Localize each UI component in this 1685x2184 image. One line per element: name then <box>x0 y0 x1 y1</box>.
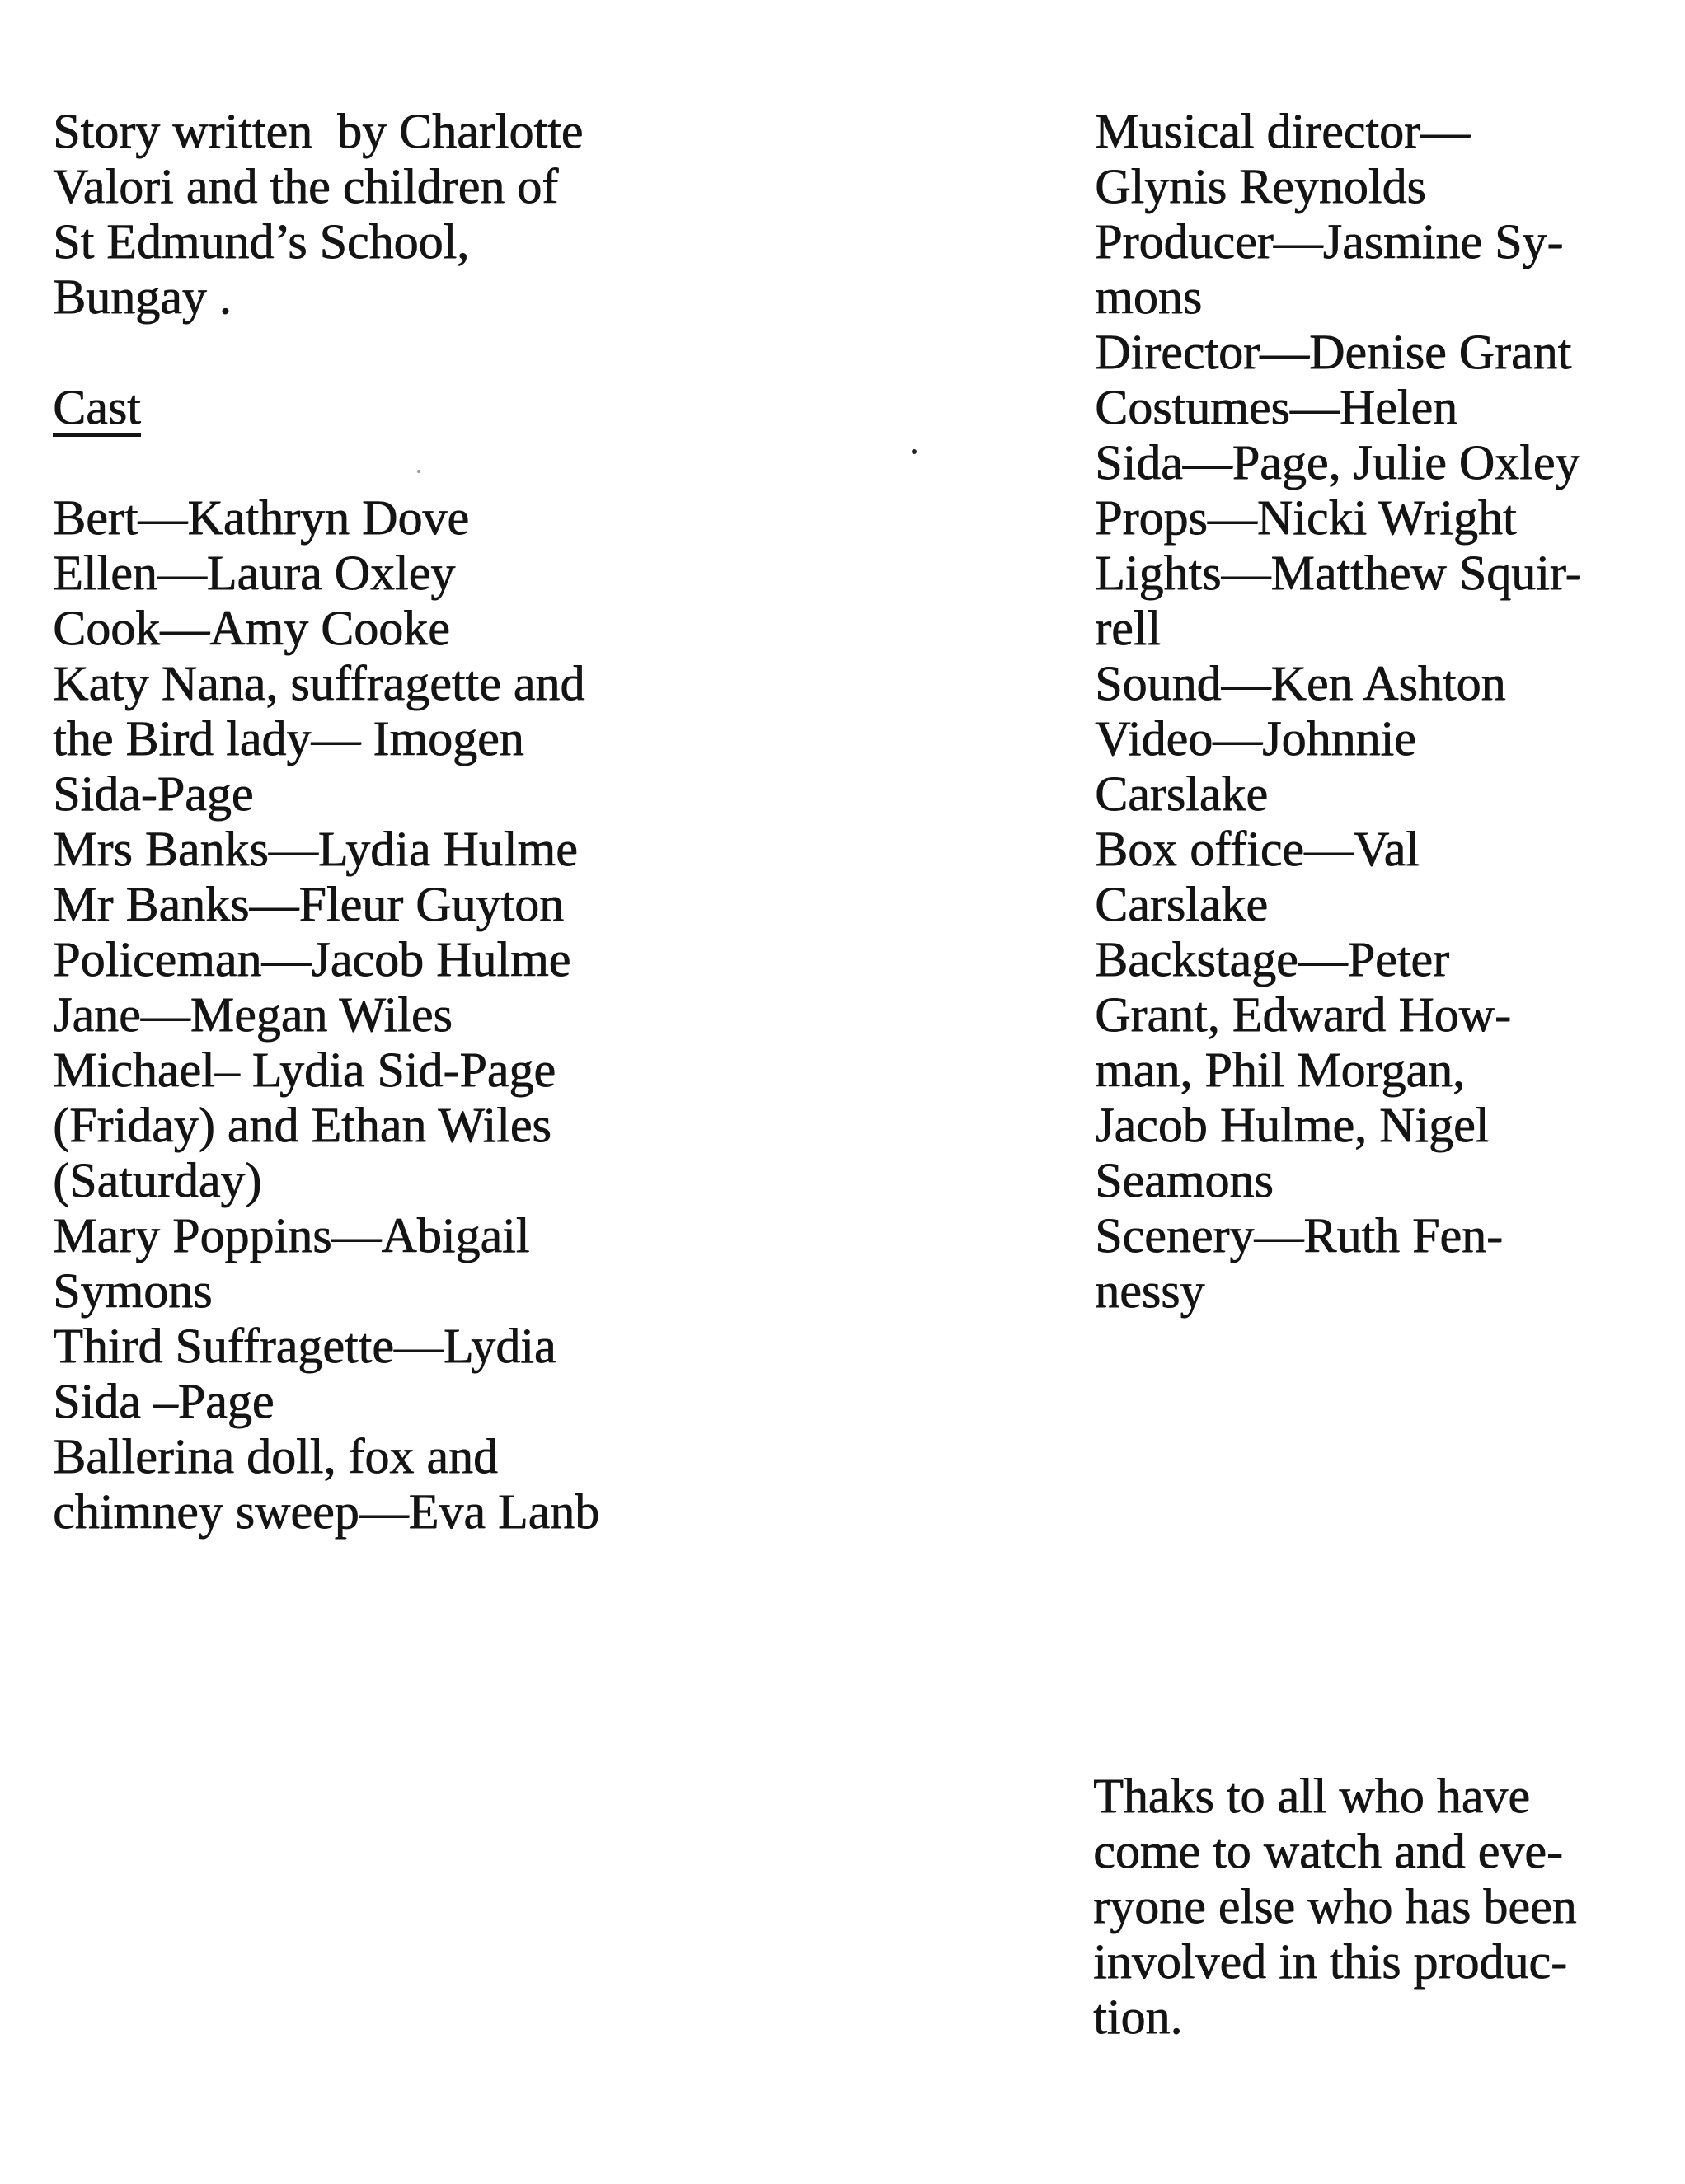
cast-line: Katy Nana, suffragette and <box>53 656 585 710</box>
intro-line: Bungay . <box>53 269 232 324</box>
cast-line: chimney sweep—Eva Lanb <box>53 1484 600 1539</box>
cast-line: Mrs Banks—Lydia Hulme <box>53 822 578 876</box>
scan-speck <box>912 449 917 454</box>
credit-line: Carslake <box>1095 877 1268 931</box>
credit-line: man, Phil Morgan, <box>1095 1043 1465 1097</box>
cast-line: Sida-Page <box>53 766 254 821</box>
intro-line: Story written by Charlotte <box>53 104 584 158</box>
credit-line: Box office—Val <box>1095 822 1420 876</box>
thanks-line: ryone else who has been <box>1093 1879 1577 1933</box>
left-column <box>53 104 762 1540</box>
thanks-line: tion. <box>1093 1990 1183 2044</box>
thanks-paragraph <box>1093 1769 1662 2045</box>
cast-heading-text: Cast <box>53 384 141 437</box>
credit-line: Producer—Jasmine Sy- <box>1095 214 1564 269</box>
credit-line: mons <box>1095 269 1203 324</box>
credit-line: Props—Nicki Wright <box>1095 490 1517 545</box>
credit-line: Backstage—Peter <box>1095 932 1449 987</box>
credit-line: Musical director— <box>1095 104 1470 158</box>
credit-line: Director—Denise Grant <box>1095 325 1572 379</box>
credit-line: Sound—Ken Ashton <box>1095 656 1506 710</box>
thanks-line: involved in this produc- <box>1093 1934 1567 1989</box>
cast-line: Cook—Amy Cooke <box>53 601 450 655</box>
credit-line: Sida—Page, Julie Oxley <box>1095 435 1580 490</box>
cast-line: Symons <box>53 1263 213 1318</box>
credit-line: Costumes—Helen <box>1095 380 1457 434</box>
cast-line: Policeman—Jacob Hulme <box>53 932 571 987</box>
thanks-line: come to watch and eve- <box>1093 1824 1563 1878</box>
cast-line: Jane—Megan Wiles <box>53 987 453 1042</box>
cast-line: Bert—Kathryn Dove <box>53 490 469 545</box>
credit-line: Jacob Hulme, Nigel <box>1095 1098 1490 1152</box>
credit-line: nessy <box>1095 1263 1205 1318</box>
credit-line: Scenery—Ruth Fen- <box>1095 1208 1503 1263</box>
cast-line: Mary Poppins—Abigail <box>53 1208 530 1263</box>
credit-line: Seamons <box>1095 1153 1274 1207</box>
cast-line: (Saturday) <box>53 1153 262 1207</box>
credit-line: Video—Johnnie <box>1095 711 1416 766</box>
blank-line <box>53 325 762 380</box>
cast-line: Sida –Page <box>53 1374 275 1428</box>
cast-heading <box>53 380 762 435</box>
credit-line: rell <box>1095 601 1161 655</box>
credit-line: Lights—Matthew Squir- <box>1095 546 1582 600</box>
credit-line: Carslake <box>1095 766 1268 821</box>
intro-line: Valori and the children of <box>53 159 559 213</box>
cast-line: Ballerina doll, fox and <box>53 1429 498 1483</box>
cast-line: Mr Banks—Fleur Guyton <box>53 877 564 931</box>
blank-line <box>53 435 762 490</box>
cast-line: the Bird lady— Imogen <box>53 711 524 766</box>
cast-line: Ellen—Laura Oxley <box>53 546 456 600</box>
cast-line: (Friday) and Ethan Wiles <box>53 1098 551 1152</box>
cast-line: Third Suffragette—Lydia <box>53 1319 556 1373</box>
cast-line: Michael– Lydia Sid-Page <box>53 1043 556 1097</box>
right-column <box>1095 104 1655 1319</box>
scan-speck <box>417 470 420 473</box>
credit-line: Grant, Edward How- <box>1095 987 1511 1042</box>
thanks-line: Thaks to all who have <box>1093 1769 1530 1823</box>
credit-line: Glynis Reynolds <box>1095 159 1426 213</box>
intro-line: St Edmund’s School, <box>53 214 470 269</box>
